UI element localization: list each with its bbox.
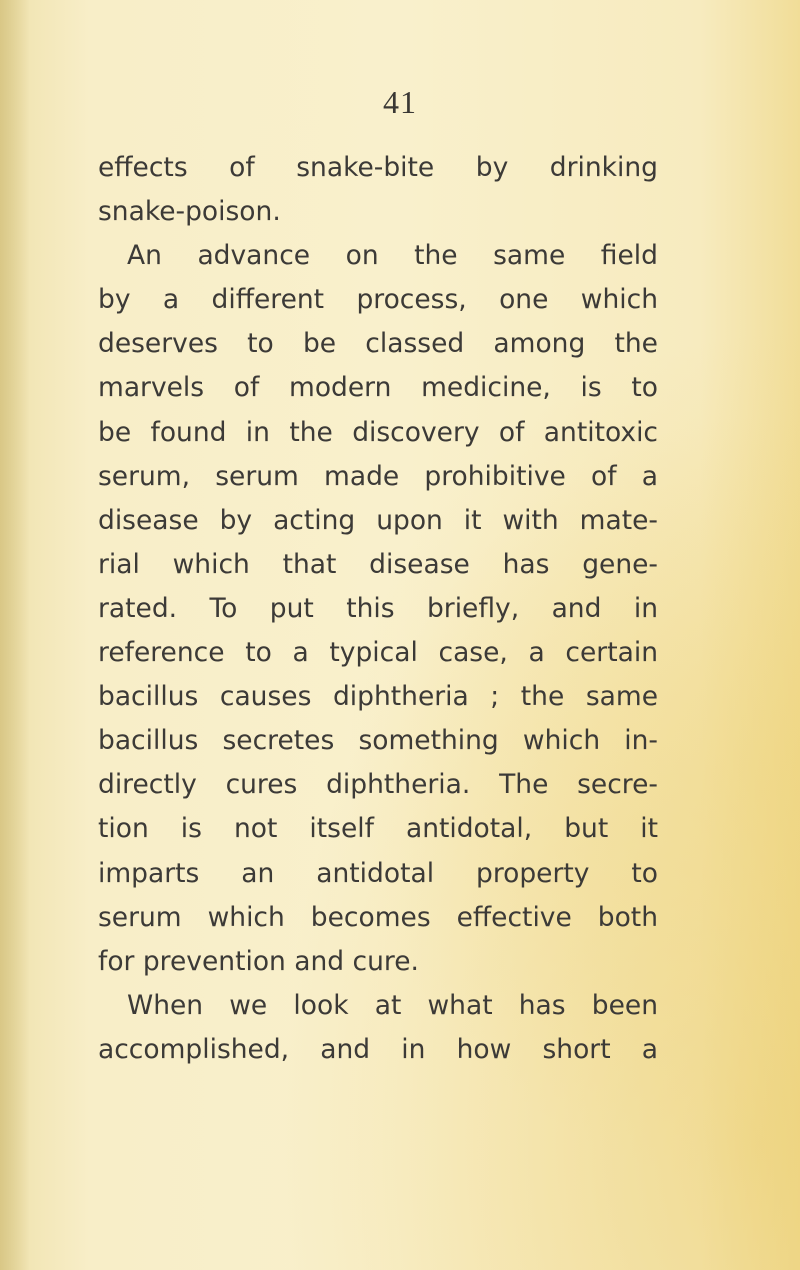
text-line: rial which that disease has gene- [98, 548, 658, 580]
page-gutter-shadow [0, 0, 30, 1270]
text-line: bacillus secretes something which in- [98, 725, 658, 757]
text-line: be found in the discovery of antitoxic [98, 416, 658, 448]
text-line: tion is not itself antidotal, but it [98, 813, 658, 845]
text-line: effects of snake-bite by drinking [98, 152, 658, 183]
text-line: reference to a typical case, a certain [98, 637, 658, 669]
text-line: directly cures diphtheria. The secre- [98, 769, 658, 801]
page-number: 41 [383, 84, 417, 120]
text-line: by a different process, one which [98, 284, 658, 316]
text-line: marvels of modern medicine, is to [98, 372, 658, 404]
text-line: When we look at what has been [127, 989, 658, 1021]
text-line: An advance on the same field [127, 240, 658, 272]
text-line: rated. To put this briefly, and in [98, 592, 658, 624]
text-line: accomplished, and in how short a [98, 1033, 658, 1065]
text-line: deserves to be classed among the [98, 328, 658, 360]
body-text [98, 146, 658, 1072]
text-line: for prevention and cure. [98, 945, 419, 977]
text-line: disease by acting upon it with mate- [98, 504, 658, 536]
text-line: imparts an antidotal property to [98, 857, 658, 889]
text-line: snake-poison. [98, 196, 281, 228]
text-line: serum, serum made prohibitive of a [98, 460, 658, 492]
text-line: bacillus causes diphtheria ; the same [98, 681, 658, 713]
text-line: serum which becomes effective both [98, 901, 658, 933]
